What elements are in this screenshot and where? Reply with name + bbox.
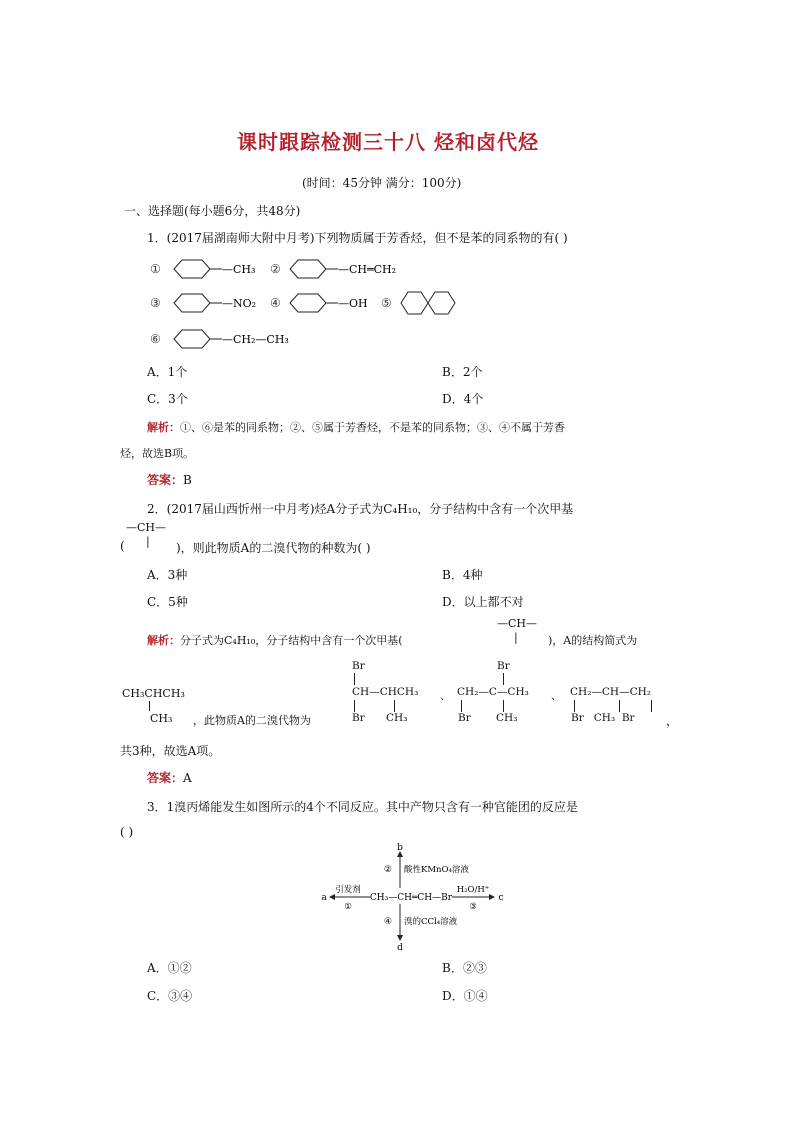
q2-option-d: D．以上都不对 bbox=[442, 595, 524, 609]
benzene-ring-6 bbox=[174, 330, 210, 348]
benzene-ring-2 bbox=[290, 260, 326, 278]
q1-option-b: B．2个 bbox=[442, 365, 483, 379]
separator-1: 、 bbox=[440, 690, 451, 702]
reactant: CH₃—CH═CH—Br bbox=[369, 893, 453, 903]
benzene-ring-1 bbox=[174, 260, 210, 278]
q3-option-a: A．①② bbox=[147, 961, 192, 975]
naphthalene-ring-right bbox=[428, 292, 455, 314]
p2-bond-bottom-left bbox=[461, 700, 462, 712]
p3-main: CH₂—CH—CH₂ bbox=[570, 686, 651, 698]
label-6: ⑥ bbox=[150, 332, 161, 346]
p2-bond-bottom bbox=[503, 700, 504, 712]
q1-analysis-line-2: 烃，故选B项。 bbox=[120, 447, 195, 460]
reaction-diagram bbox=[310, 840, 510, 952]
substituent-3: —NO₂ bbox=[222, 297, 257, 310]
q2-analysis-line-2: ，此物质A的二溴代物为 bbox=[193, 714, 311, 727]
label-4: ④ bbox=[270, 296, 281, 310]
reaction-2-number: ② bbox=[383, 865, 392, 875]
question-1-stem: 1．(2017届湖南师大附中月考)下列物质属于芳香烃，但不是苯的同系物的有( ) bbox=[147, 231, 568, 245]
reaction-3-number: ③ bbox=[469, 902, 477, 912]
q2-stem-line-2: )，则此物质A的二溴代物的种数为( ) bbox=[176, 541, 371, 555]
label-1: ① bbox=[150, 262, 161, 276]
p3-bond-3 bbox=[651, 700, 652, 712]
product-d: d bbox=[397, 943, 403, 952]
q2-analysis-conclusion: 共3种，故选A项。 bbox=[120, 744, 221, 758]
p1-br-top: Br bbox=[352, 660, 365, 672]
substituent-4: —OH bbox=[338, 297, 368, 310]
reagent-a: 引发剂 bbox=[335, 885, 361, 895]
structure-a-main: CH₃CHCH₃ bbox=[122, 687, 185, 700]
reagent-c: H₂O/H⁺ bbox=[456, 885, 490, 895]
naphthalene-ring-left bbox=[401, 292, 428, 314]
reaction-1-number: ① bbox=[344, 902, 352, 912]
q2-analysis-methine-group: —CH— bbox=[497, 617, 538, 630]
structure-a-bond bbox=[149, 701, 150, 711]
p3-comma: ， bbox=[666, 714, 679, 728]
q2-option-c: C．5种 bbox=[147, 595, 188, 609]
label-3: ③ bbox=[150, 296, 161, 310]
p2-ch3: CH₃ bbox=[496, 712, 518, 724]
structure-a-sub: CH₃ bbox=[150, 712, 173, 725]
p1-bond-top bbox=[354, 673, 355, 685]
benzene-ring-4 bbox=[290, 294, 326, 312]
q2-methine-group: —CH— bbox=[126, 521, 167, 534]
section-heading: 一、选择题(每小题6分，共48分) bbox=[124, 204, 301, 218]
q1-option-d: D．4个 bbox=[442, 392, 484, 406]
substituent-1: —CH₃ bbox=[222, 263, 256, 276]
p3-bond-1 bbox=[574, 700, 575, 712]
q2-paren-open: ( bbox=[120, 539, 125, 553]
q1-option-c: C．3个 bbox=[147, 392, 188, 406]
p2-main: CH₂—C—CH₃ bbox=[457, 686, 529, 698]
p1-bond-bottom bbox=[354, 700, 355, 712]
benzene-ring-3 bbox=[174, 294, 210, 312]
q2-option-a: A．3种 bbox=[147, 568, 188, 582]
q1-option-a: A．1个 bbox=[147, 365, 188, 379]
q2-methine-bond: | bbox=[146, 535, 150, 548]
q3-option-b: B．②③ bbox=[442, 961, 487, 975]
separator-2: 、 bbox=[551, 690, 562, 702]
q3-stem-line-1: 3．1溴丙烯能发生如图所示的4个不同反应。其中产物只含有一种官能团的反应是 bbox=[147, 800, 578, 814]
reaction-4-number: ④ bbox=[383, 917, 392, 927]
label-2: ② bbox=[270, 262, 281, 276]
subtitle: (时间：45分钟 满分：100分) bbox=[302, 176, 462, 190]
p1-ch3: CH₃ bbox=[386, 712, 408, 724]
p2-br-top: Br bbox=[497, 660, 510, 672]
p3-bond-2 bbox=[619, 700, 620, 712]
q2-analysis-line-1: 解析：分子式为C₄H₁₀，分子结构中含有一个次甲基( bbox=[147, 634, 403, 647]
substituent-2: —CH═CH₂ bbox=[338, 263, 397, 276]
product-a: a bbox=[321, 893, 327, 903]
q3-option-d: D．①④ bbox=[442, 989, 488, 1003]
p2-bond-top bbox=[503, 673, 504, 685]
q3-stem-line-2: ( ) bbox=[120, 825, 134, 839]
q1-analysis-line-1: 解析：①、⑥是苯的同系物；②、⑤属于芳香烃，不是苯的同系物；③、④不属于芳香 bbox=[147, 421, 565, 434]
q3-option-c: C．③④ bbox=[147, 989, 193, 1003]
question-1-structures bbox=[145, 252, 465, 356]
p2-br-bottom: Br bbox=[458, 712, 471, 724]
p1-main: CH—CHCH₃ bbox=[352, 686, 419, 698]
product-b: b bbox=[397, 843, 403, 853]
q2-option-b: B．4种 bbox=[442, 568, 483, 582]
q2-answer: 答案：A bbox=[147, 771, 192, 785]
reagent-b: 酸性KMnO₄溶液 bbox=[404, 865, 469, 875]
p3-bottom: Br CH₃ Br bbox=[571, 712, 635, 724]
p1-bond-bottom-right bbox=[394, 700, 395, 712]
substituent-6: —CH₂—CH₃ bbox=[222, 333, 289, 346]
label-5: ⑤ bbox=[381, 296, 392, 310]
reagent-d: 溴的CCl₄溶液 bbox=[404, 917, 458, 927]
q1-answer: 答案：B bbox=[147, 473, 192, 487]
product-c: c bbox=[498, 893, 504, 903]
q2-analysis-methine-bond: | bbox=[514, 631, 518, 644]
p1-br-bottom: Br bbox=[352, 712, 365, 724]
q2-stem-line-1: 2．(2017届山西忻州一中月考)烃A分子式为C₄H₁₀，分子结构中含有一个次甲基 bbox=[147, 502, 574, 516]
q2-analysis-line-1-end: )，A的结构简式为 bbox=[548, 634, 638, 647]
page-title: 课时跟踪检测三十八 烃和卤代烃 bbox=[237, 130, 539, 154]
